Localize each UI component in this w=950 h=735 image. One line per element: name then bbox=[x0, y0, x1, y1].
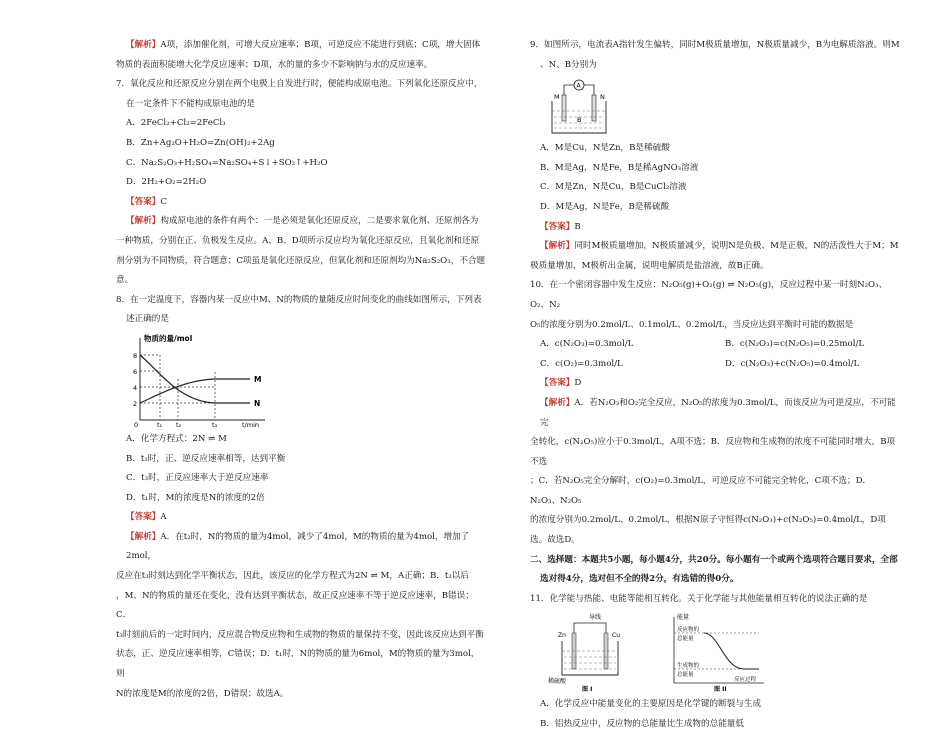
q9-figure-svg bbox=[544, 77, 614, 137]
q8-analysis-line2: 反应在t₃时刻达到化学平衡状态，因此，该反应的化学方程式为2N ⇌ M，A正确；B．t₂以后 bbox=[116, 571, 469, 582]
fig1-solution bbox=[562, 651, 618, 669]
fig2-product-label2: 总能量 bbox=[677, 672, 694, 679]
q9-option-b: B．M是Ag，N是Fe，B是稀AgNO₃溶液 bbox=[540, 162, 699, 173]
q8-analysis-line3: ，M、N的物质的量还在变化，没有达到平衡状态，故正反应速率不等于逆反应速率，B错误；C． bbox=[116, 590, 474, 621]
x-tick-t3: t₃ bbox=[212, 420, 218, 428]
q8-analysis-line4: t₃时刻前后的一定时间内，反应混合物反应物和生成物的物质的量保持不变，因此该反应达到平衡 bbox=[116, 629, 484, 640]
q9-figure bbox=[544, 77, 900, 137]
y-tick-4: 4 bbox=[133, 383, 138, 392]
q10-option-c: C．c(O₂)=0.3mol/L bbox=[540, 358, 623, 369]
fig2-energy-curve bbox=[704, 633, 759, 669]
fig2-energy-label: 能量 bbox=[677, 614, 690, 622]
section2-heading: 二、选择题：本题共5小题，每小题4分，共20分。每小题有一个或两个选项符合题目要求，全部 bbox=[530, 554, 898, 565]
q7-analysis-line2: 一种物质，分别在正、负极发生反应。A、B、D项所示反应均为氧化还原反应，且氧化剂和还原 bbox=[116, 235, 480, 246]
q8-stem-line2: 述正确的是 bbox=[126, 314, 169, 325]
q10-stem-line2: O₅的浓度分别为0.2mol/L、0.1mol/L、0.2mol/L，当反应达到平衡时可能的数据是 bbox=[530, 319, 854, 330]
q7-option-a: A．2FeCl₂+Cl₂=2FeCl₃ bbox=[126, 118, 226, 129]
q8-analysis-line6: N的浓度是M的浓度的2倍，D错误；故选A。 bbox=[116, 688, 289, 699]
q11-figures-svg bbox=[544, 611, 774, 693]
q7-stem: 7．氧化反应和还原反应分别在两个电极上自发进行时，便能构成原电池。下列氧化还原反应中， bbox=[116, 79, 483, 90]
q7-option-b: B．Zn+Ag₂O+H₂O=Zn(OH)₂+2Ag bbox=[126, 137, 275, 148]
q8-chart-svg bbox=[130, 332, 270, 428]
fig1-beaker bbox=[562, 641, 618, 675]
q11-option-a: A．化学反应中能量变化的主要原因是化学键的断裂与生成 bbox=[540, 699, 762, 710]
q8-option-c: C．t₃时，正反应速率大于逆反应速率 bbox=[126, 473, 269, 484]
q9-option-a: A．M是Cu，N是Zn，B是稀硫酸 bbox=[540, 143, 670, 154]
section2-heading-line2: 选对得4分，选对但不全的得2分，有选错的得0分。 bbox=[540, 574, 739, 585]
fig2-caption: 图 II bbox=[714, 686, 727, 694]
q10-option-a: A．c(N₂O₃)=0.3mol/L bbox=[540, 339, 634, 350]
right-column bbox=[530, 36, 900, 735]
label-b: B bbox=[577, 116, 582, 125]
q6-analysis: 【解析】A项，添加催化剂，可增大反应速率；B项，可逆反应不能进行到底；C项，增大固体 bbox=[126, 40, 481, 50]
fig1-wire bbox=[574, 623, 606, 633]
q6-analysis-line2: 物质的表面积能增大化学反应速率；D项，水的量的多少不影响钠与水的反应速率。 bbox=[116, 59, 433, 70]
q8-answer: 【答案】A bbox=[126, 512, 167, 523]
q10-options-row1 bbox=[530, 335, 900, 355]
q10-analysis-line3: ；C．若N₂O₅完全分解时，c(O₂)=0.3mol/L，可逆反应不可能完全转化，C项不选；D．N₂O₃、N₂O₅ bbox=[530, 476, 872, 506]
fig2-product-label1: 生成物的 bbox=[677, 663, 700, 670]
q11-option-b: B．铝热反应中，反应物的总能量比生成物的总能量低 bbox=[540, 719, 744, 730]
x-tick-0: 0 bbox=[134, 420, 139, 428]
q7-analysis-line4: 意。 bbox=[116, 275, 134, 286]
q7-option-c: C．Na₂S₂O₃+H₂SO₄=Na₂SO₄+S↓+SO₂↑+H₂O bbox=[126, 157, 328, 168]
q7-analysis-line3: 剂分别为不同物质，符合题意；C项虽是氧化还原反应，但氧化剂和还原剂均为Na₂S₂O₃，不合题 bbox=[116, 255, 486, 266]
q8-analysis: 【解析】A．在t₂时，N的物质的量为4mol，减少了4mol，M的物质的量为4mol，增加了2mol， bbox=[126, 531, 470, 562]
series-m-label: M bbox=[254, 374, 262, 384]
ammeter-label: A bbox=[576, 82, 581, 90]
q11-stem: 11．化学能与热能、电能等能相互转化。关于化学能与其他能量相互转化的说法正确的是 bbox=[530, 593, 868, 604]
q9-option-d: D．M是Ag，N是Fe，B是稀硫酸 bbox=[540, 201, 670, 212]
q8-option-a: A．化学方程式：2N ⇌ M bbox=[126, 433, 227, 444]
q9-answer: 【答案】B bbox=[540, 221, 581, 232]
q10-analysis: 【解析】A．若N₂O₃和O₂完全反应，N₂O₅的浓度为0.3mol/L，而该反应为可逆反应，不可能完 bbox=[540, 397, 896, 428]
fig1-caption: 图 I bbox=[582, 686, 593, 694]
q8-stem: 8．在一定温度下，容器内某一反应中M、N的物质的量随反应时间变化的曲线如图所示，下列表 bbox=[116, 294, 482, 305]
q8-chart bbox=[130, 332, 486, 428]
q7-option-d: D．2H₂+O₂=2H₂O bbox=[126, 177, 207, 188]
label-n: N bbox=[600, 93, 605, 102]
y-axis-label: 物质的量/mol bbox=[144, 333, 193, 343]
q10-option-d: D．c(N₂O₃)+c(N₂O₅)=0.4mol/L bbox=[725, 358, 860, 369]
q10-answer: 【答案】D bbox=[540, 378, 582, 389]
fig1-zn-label: Zn bbox=[558, 632, 566, 640]
fig2-reactant-label2: 总能量 bbox=[677, 636, 694, 643]
q9-stem: 9．如图所示，电流表A指针发生偏转，同时M极质量增加，N极质量减少，B为电解质溶液。则M bbox=[530, 40, 900, 50]
fig2-reactant-label1: 反应物的 bbox=[677, 627, 700, 634]
fig1-cu-label: Cu bbox=[612, 632, 620, 640]
q11-figures bbox=[544, 611, 900, 693]
x-tick-t1: t₁ bbox=[157, 420, 163, 428]
q10-option-b: B．c(N₂O₃)=c(N₂O₅)=0.25mol/L bbox=[725, 339, 865, 350]
fig1-wire-label: 导线 bbox=[589, 614, 602, 622]
q9-stem-line2: 、N、B分别为 bbox=[540, 59, 597, 70]
q7-analysis: 【解析】构成原电池的条件有两个：一是必须是氧化还原反应，二是要求氧化剂、还原剂各为 bbox=[126, 216, 479, 227]
q8-analysis-line5: 状态，正、逆反应速率相等，C错误；D．t₁时，N的物质的量为6mol，M的物质的量为3mol，则 bbox=[116, 649, 480, 680]
q7-answer: 【答案】C bbox=[126, 196, 167, 207]
y-tick-2: 2 bbox=[133, 399, 138, 408]
fig2-xlabel: 反应过程 bbox=[734, 677, 757, 684]
y-tick-6: 6 bbox=[133, 367, 138, 376]
q10-options-row2 bbox=[530, 355, 900, 375]
q9-analysis-line2: 极质量增加，M极析出金属，说明电解质是盐溶液，故B正确。 bbox=[530, 260, 769, 271]
x-axis-label: t/min bbox=[242, 420, 259, 428]
q9-analysis: 【解析】同时M极质量增加，N极质量减少，说明N是负极、M是正极，N的活泼性大于M；M bbox=[540, 241, 899, 252]
fig1-acid-label: 稀硫酸 bbox=[548, 678, 567, 686]
x-tick-t2: t₂ bbox=[176, 420, 182, 428]
label-m: M bbox=[554, 93, 560, 102]
series-n-label: N bbox=[254, 398, 261, 408]
q9-option-c: C．M是Zn，N是Cu，B是CuCl₂溶液 bbox=[540, 182, 687, 193]
q8-option-b: B．t₂时，正、逆反应速率相等，达到平衡 bbox=[126, 453, 286, 464]
q10-stem: 10．在一个密闭容器中发生反应：N₂O₅(g)+O₂(g) ⇌ N₂O₅(g)，反应过程中某一时刻N₂O₃、O₂、N₂ bbox=[530, 280, 888, 310]
q7-stem-line2: 在一定条件下不能构成原电池的是 bbox=[126, 98, 255, 109]
y-tick-8: 8 bbox=[133, 351, 138, 360]
left-column bbox=[116, 36, 486, 704]
q10-analysis-line2: 全转化，c(N₂O₅)应小于0.3mol/L，A项不选；B．反应物和生成物的浓度不可能同时增大，B项不选 bbox=[530, 437, 896, 467]
q10-analysis-line4: 的浓度分别为0.2mol/L、0.2mol/L，根据N原子守恒得c(N₂O₃)+c(N₂O₅)=0.4mol/L，D项选。故选D。 bbox=[530, 515, 886, 546]
q8-option-d: D．t₁时，M的浓度是N的浓度的2倍 bbox=[126, 492, 265, 503]
